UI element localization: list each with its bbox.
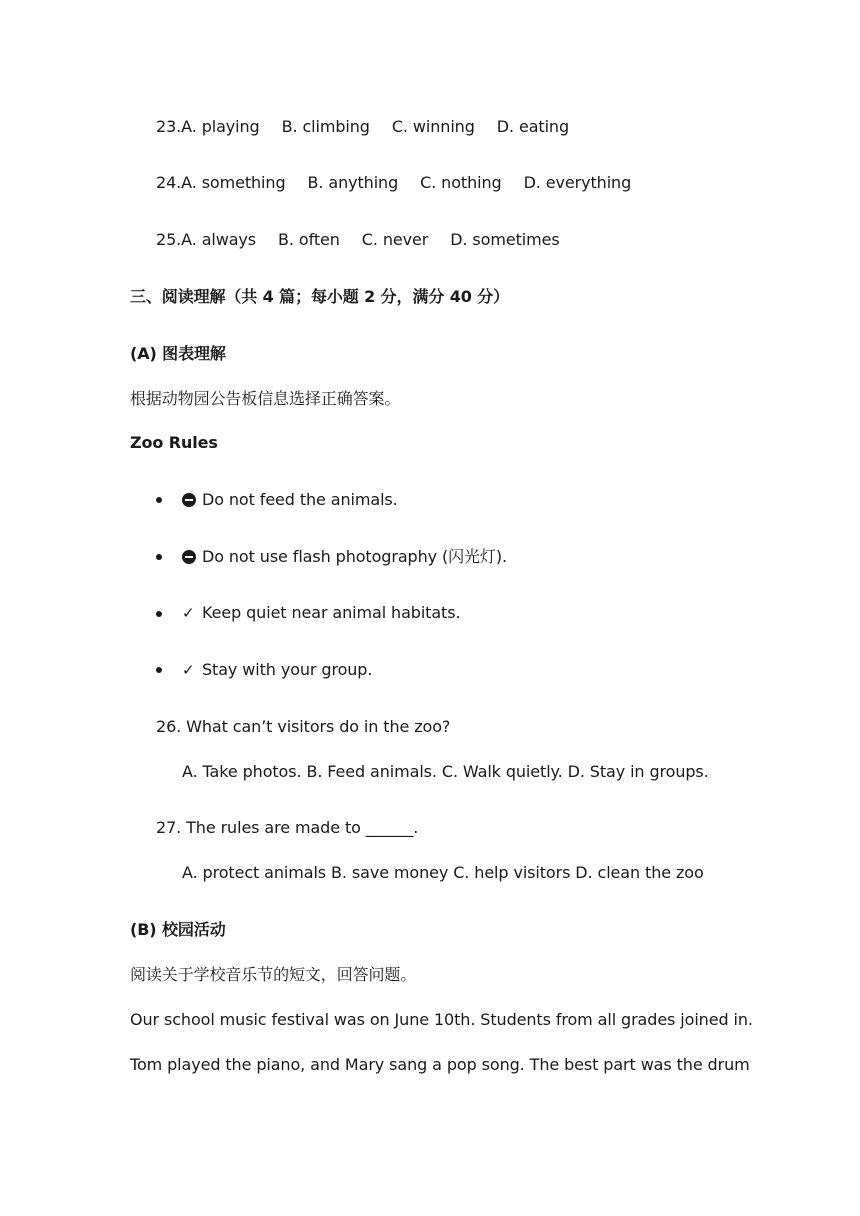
rule-item (182, 489, 398, 511)
rule-item (182, 659, 372, 681)
option-a: A. something (181, 173, 286, 192)
part-b-heading: (B) 校园活动 (130, 920, 226, 939)
rule-item (182, 546, 507, 568)
bullet-dot (156, 611, 162, 617)
option-d: D. everything (523, 173, 632, 192)
option-a: A. always (181, 230, 257, 249)
option-c: C. never (361, 230, 429, 249)
question-27-options: A. protect animals B. save money C. help visitors D. clean the zoo (182, 863, 704, 882)
question-number: 25. (156, 230, 182, 249)
rule-item (182, 602, 460, 624)
rule-text: Keep quiet near animal habitats. (202, 603, 461, 622)
option-b: B. climbing (281, 117, 370, 136)
option-d: D. eating (496, 117, 570, 136)
check-mark-icon: ✓ (182, 604, 195, 622)
question-24 (156, 172, 631, 194)
option-b: B. anything (307, 173, 399, 192)
part-a-heading: (A) 图表理解 (130, 344, 226, 363)
question-26-options: A. Take photos. B. Feed animals. C. Walk quietly. D. Stay in groups. (182, 762, 709, 781)
question-number: 23. (156, 117, 182, 136)
question-number: 24. (156, 173, 182, 192)
option-c: C. nothing (420, 173, 502, 192)
rule-text: Do not use flash photography (闪光灯). (202, 547, 507, 566)
option-c: C. winning (391, 117, 475, 136)
passage-line: Our school music festival was on June 10th. Students from all grades joined in. (130, 1010, 753, 1029)
check-mark-icon: ✓ (182, 661, 195, 679)
rules-title: Zoo Rules (130, 433, 218, 452)
part-b-instruction: 阅读关于学校音乐节的短文，回答问题。 (130, 965, 417, 984)
question-25 (156, 229, 560, 251)
bullet-dot (156, 554, 162, 560)
no-entry-icon (182, 550, 196, 564)
option-a: A. playing (181, 117, 260, 136)
option-b: B. often (278, 230, 340, 249)
question-27-stem: 27. The rules are made to ______. (156, 818, 419, 837)
section-title: 三、阅读理解（共 4 篇；每小题 2 分，满分 40 分） (130, 287, 510, 306)
passage-line: Tom played the piano, and Mary sang a pop song. The best part was the drum (130, 1055, 750, 1074)
bullet-dot (156, 667, 162, 673)
bullet-dot (156, 497, 162, 503)
part-a-instruction: 根据动物园公告板信息选择正确答案。 (130, 389, 401, 408)
question-26-stem: 26. What can’t visitors do in the zoo? (156, 717, 451, 736)
question-23 (156, 116, 569, 138)
rule-text: Stay with your group. (202, 660, 373, 679)
rule-text: Do not feed the animals. (202, 490, 398, 509)
no-entry-icon (182, 493, 196, 507)
option-d: D. sometimes (450, 230, 560, 249)
